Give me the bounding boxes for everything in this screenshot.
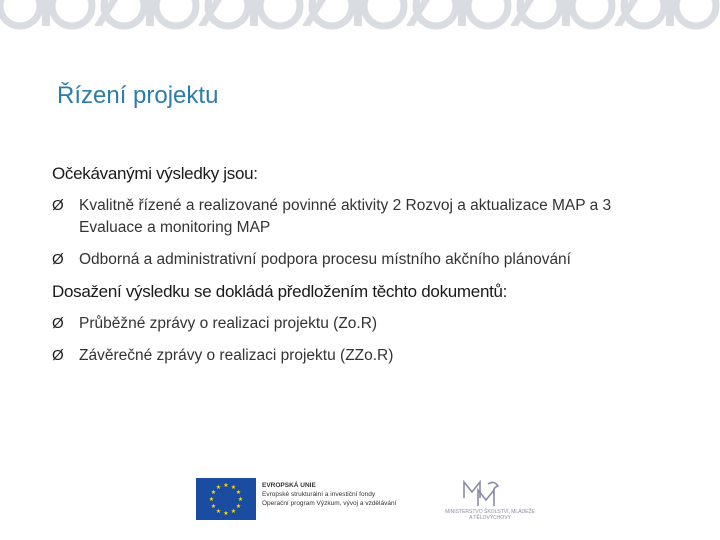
- svg-text:★: ★: [237, 496, 244, 503]
- arrow-bullet-icon: Ø: [52, 347, 64, 364]
- eu-logo-text: [262, 481, 442, 508]
- list-item-text: Závěrečné zprávy o realizaci projektu (ZZo.R): [79, 347, 394, 364]
- svg-text:★: ★: [215, 484, 222, 491]
- list-item: [52, 345, 672, 367]
- eu-flag-icon: [196, 478, 256, 520]
- msmt-logo-text: MINISTERSTVO ŠKOLSTVÍ, MLÁDEŽE A TĚLOVÝCHOVY: [445, 509, 535, 521]
- list-item-text: Průběžné zprávy o realizaci projektu (Zo.R): [79, 315, 378, 332]
- svg-text:★: ★: [215, 508, 222, 515]
- svg-text:★: ★: [230, 484, 237, 491]
- svg-text:★: ★: [223, 510, 229, 517]
- eu-funds-line: Evropské strukturální a investiční fondy: [262, 491, 376, 498]
- svg-text:★: ★: [230, 508, 237, 515]
- svg-text:★: ★: [235, 503, 242, 510]
- decorative-header-pattern: [0, 0, 720, 38]
- slide-body: [52, 163, 672, 377]
- eu-title: EVROPSKÁ UNIE: [262, 482, 316, 489]
- svg-text:★: ★: [210, 503, 217, 510]
- expected-results-heading: Očekávanými výsledky jsou:: [52, 164, 258, 183]
- list-item-text: Kvalitně řízené a realizované povinné aktivity 2 Rozvoj a aktualizace MAP a 3 Evaluace a monitoring MAP: [79, 197, 612, 236]
- eu-programme-line: Operační program Výzkum, vývoj a vzdělávání: [262, 500, 397, 507]
- svg-text:★: ★: [210, 489, 217, 496]
- arrow-bullet-icon: Ø: [52, 197, 64, 214]
- footer-logos: [196, 476, 536, 522]
- msmt-logo-icon: [458, 476, 508, 510]
- documents-heading: Dosažení výsledku se dokládá předložením těchto dokumentů:: [52, 282, 508, 301]
- list-item-text: Odborná a administrativní podpora procesu místního akčního plánování: [79, 251, 571, 268]
- slide-title: Řízení projektu: [57, 82, 219, 109]
- arrow-bullet-icon: Ø: [52, 315, 64, 332]
- svg-text:★: ★: [223, 482, 229, 489]
- list-item: [52, 249, 672, 271]
- svg-text:★: ★: [208, 496, 215, 503]
- svg-text:★: ★: [235, 489, 242, 496]
- list-item: [52, 313, 672, 335]
- arrow-bullet-icon: Ø: [52, 251, 64, 268]
- list-item: [52, 195, 672, 239]
